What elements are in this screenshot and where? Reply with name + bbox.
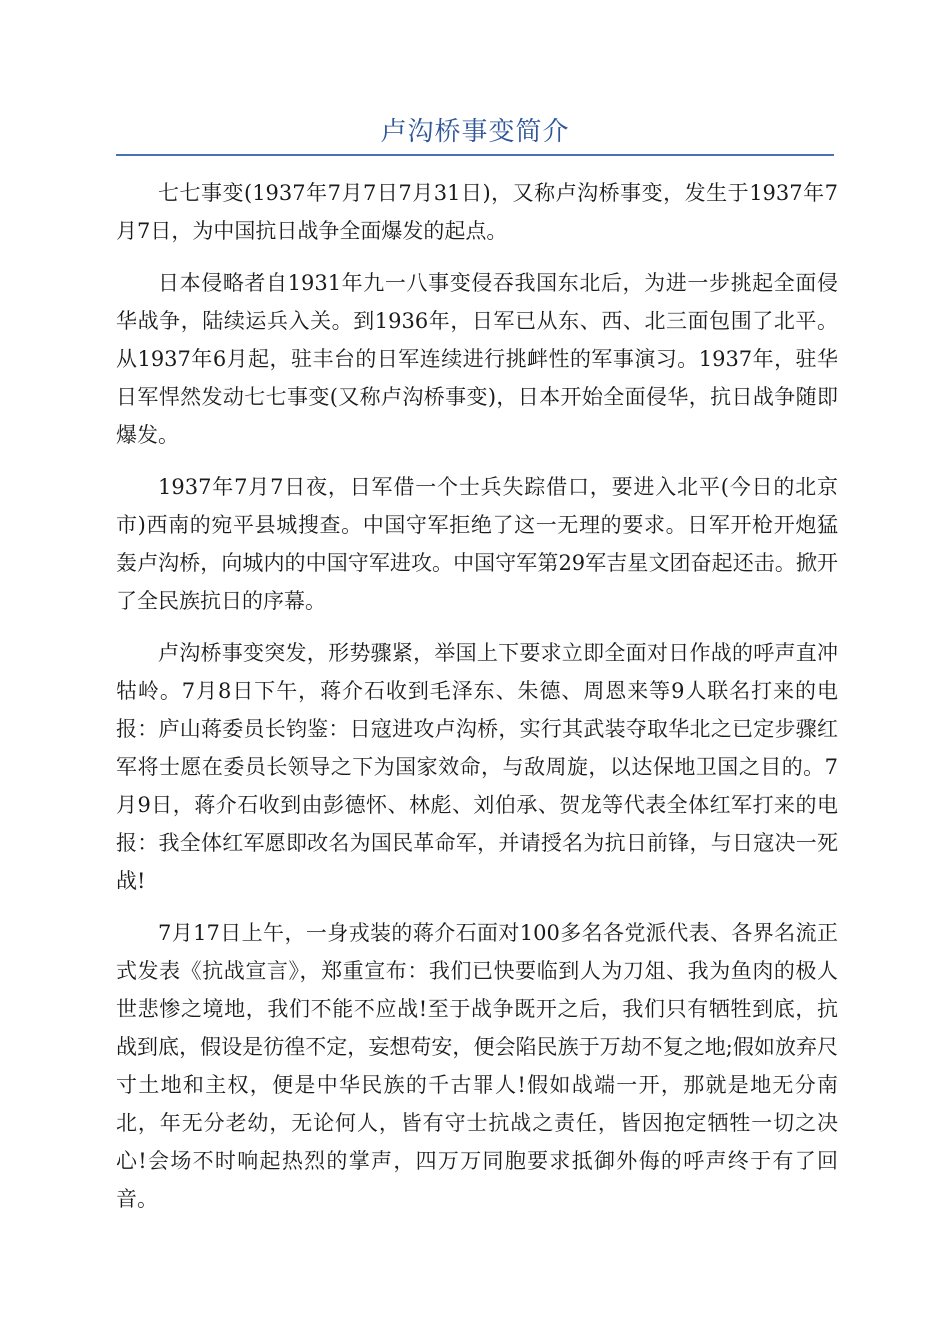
document-body [116,174,838,1232]
paragraph-incident: 1937年7月7日夜，日军借一个士兵失踪借口，要进入北平(今日的北京市)西南的宛平县城搜查。中国守军拒绝了这一无理的要求。日军开枪开炮猛轰卢沟桥，向城内的中国守军进攻。中国守军第29军吉星文团奋起还击。掀开了全民族抗日的序幕。 [116,475,838,613]
title-underline [116,154,834,156]
paragraph-background: 日本侵略者自1931年九一八事变侵吞我国东北后，为进一步挑起全面侵华战争，陆续运兵入关。到1936年，日军已从东、西、北三面包围了北平。从1937年6月起，驻丰台的日军连续进行挑衅性的军事演习。1937年，驻华日军悍然发动七七事变(又称卢沟桥事变)，日本开始全面侵华，抗日战争随即爆发。 [116,271,838,447]
paragraph-telegrams: 卢沟桥事变突发，形势骤紧，举国上下要求立即全面对日作战的呼声直冲牯岭。7月8日下午，蒋介石收到毛泽东、朱德、周恩来等9人联名打来的电报：庐山蒋委员长钧鉴：日寇进攻卢沟桥，实行其武装夺取华北之已定步骤红军将士愿在委员长领导之下为国家效命，与敌周旋，以达保地卫国之目的。7月9日，蒋介石收到由彭德怀、林彪、刘伯承、贺龙等代表全体红军打来的电报：我全体红军愿即改名为国民革命军，并请授名为抗日前锋，与日寇决一死战! [116,641,838,893]
paragraph-intro: 七七事变(1937年7月7日7月31日)，又称卢沟桥事变，发生于1937年7月7日，为中国抗日战争全面爆发的起点。 [116,181,838,243]
page-title: 卢沟桥事变简介 [380,117,570,147]
paragraph-declaration: 7月17日上午，一身戎装的蒋介石面对100多名各党派代表、各界名流正式发表《抗战宣言》，郑重宣布：我们已快要临到人为刀俎、我为鱼肉的极人世悲惨之境地，我们不能不应战!至于战争既开之后，我们只有牺牲到底，抗战到底，假设是彷徨不定，妄想苟安，便会陷民族于万劫不复之地;假如放弃尺寸土地和主权，便是中华民族的千古罪人!假如战端一开，那就是地无分南北，年无分老幼，无论何人，皆有守士抗战之责任，皆因抱定牺牲一切之决心!会场不时响起热烈的掌声，四万万同胞要求抵御外侮的呼声终于有了回音。 [116,921,838,1211]
